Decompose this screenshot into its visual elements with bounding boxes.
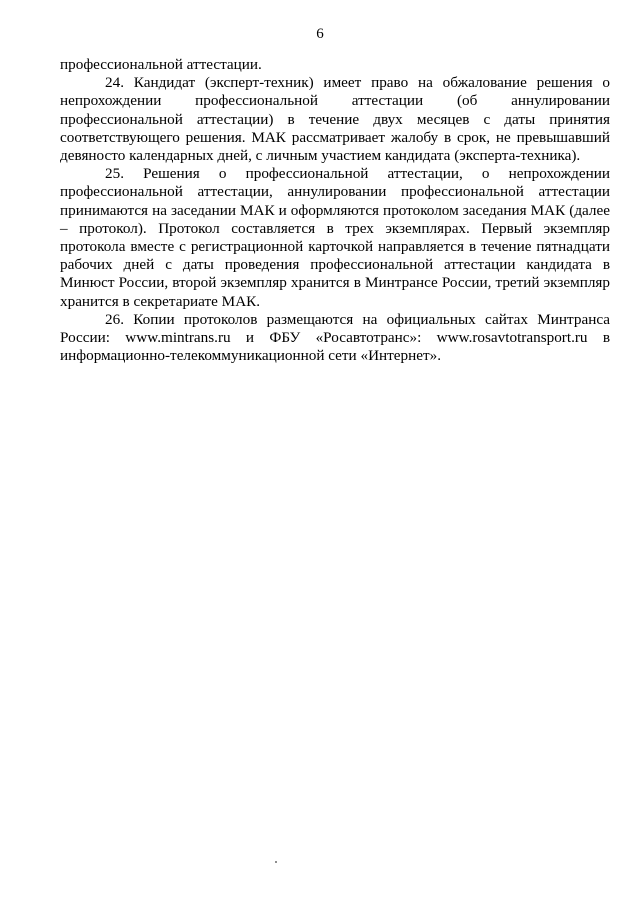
scan-speck [275, 861, 277, 863]
paragraph-24: 24. Кандидат (эксперт-техник) имеет право на обжалование решения о непрохождении профессиональной аттестации (об аннулировании профессиональной аттестации) в течение двух месяцев с даты принятия соответствующего решения. МАК рассматривает жалобу в срок, не превышавший девяносто календарных дней, с личным участием кандидата (эксперта-техника). [60, 74, 610, 165]
document-body [60, 56, 610, 365]
paragraph-25: 25. Решения о профессиональной аттестации, о непрохождении профессиональной аттестации, аннулировании профессиональной аттестации принимаются на заседании МАК и оформляются протоколом заседания МАК (далее – протокол). Протокол составляется в трех экземплярах. Первый экземпляр протокола вместе с регистрационной карточкой направляется в течение пятнадцати рабочих дней с даты проведения профессиональной аттестации кандидата в Минюст России, второй экземпляр хранится в Минтрансе России, третий экземпляр хранится в секретариате МАК. [60, 165, 610, 310]
paragraph-26: 26. Копии протоколов размещаются на официальных сайтах Минтранса России: www.mintrans.ru и ФБУ «Росавтотранс»: www.rosavtotransport.ru в информационно-телекоммуникационной сети «Интернет». [60, 310, 610, 365]
paragraph-continuation: профессиональной аттестации. [60, 56, 262, 73]
page-number: 6 [316, 26, 324, 42]
